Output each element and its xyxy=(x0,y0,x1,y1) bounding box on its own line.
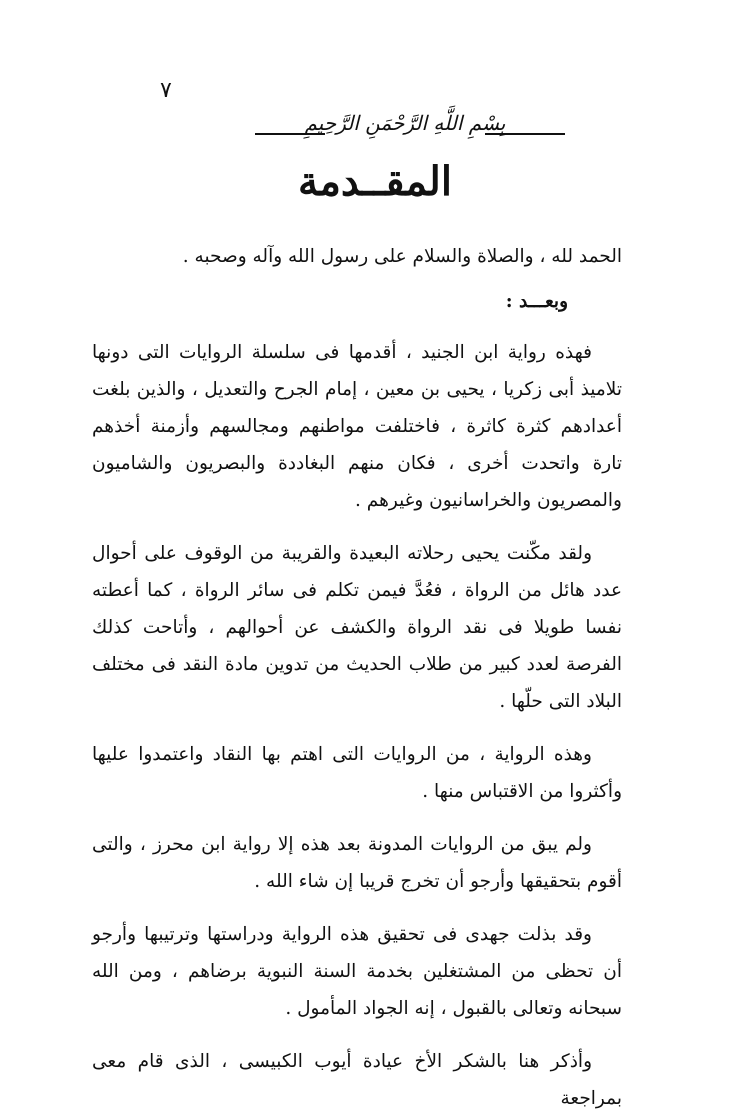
basmala-header xyxy=(225,105,585,149)
body-text xyxy=(92,238,622,1117)
paragraph-4: ولم يبق من الروايات المدونة بعد هذه إلا رواية ابن محرز ، والتى أقوم بتحقيقها وأرجو أن تخرج قريبا إن شاء الله . xyxy=(92,834,622,892)
wabad-heading: وبعـــد : xyxy=(505,291,568,312)
page-number: ٧ xyxy=(160,78,172,103)
paragraph-5: وقد بذلت جهدى فى تحقيق هذه الرواية ودراستها وترتيبها وأرجو أن تحظى من المشتغلين بخدمة السنة النبوية برضاهم ، ومن الله سبحانه وتعالى بالقبول ، إنه الجواد المأمول . xyxy=(92,924,622,1019)
chapter-title: المقــدمة xyxy=(298,158,452,205)
basmala-text: بِسْمِ اللَّهِ الرَّحْمَنِ الرَّحِيمِ xyxy=(304,111,506,135)
paragraph-2: ولقد مكّنت يحيى رحلاته البعيدة والقريبة من الوقوف على أحوال عدد هائل من الرواة ، فعُدَّ فيمن تكلم فى سائر الرواة ، كما أعطته نفسا طويلا فى نقد الرواة والكشف عن أحوالهم ، وأتاحت كذلك الفرصة لعدد كبير من طلاب الحديث من تدوين مادة النقد فى مختلف البلاد التى حلّها . xyxy=(92,543,622,712)
salutation-line: الحمد لله ، والصلاة والسلام على رسول الله وآله وصحبه . xyxy=(182,246,622,267)
paragraph-1: فهذه رواية ابن الجنيد ، أقدمها فى سلسلة الروايات التى دونها تلاميذ أبى زكريا ، يحيى بن معين ، إمام الجرح والتعديل ، والذين بلغت أعدادهم كثرة كاثرة ، فاختلفت مواطنهم ومجالسهم وأزمنة أخذهم تارة واتحدت أخرى ، فكان منهم البغاددة والبصريون والشاميون والمصريون والخراسانيون وغيرهم . xyxy=(92,342,622,511)
paragraph-6: وأذكر هنا بالشكر الأخ عيادة أيوب الكبيسى ، الذى قام معى بمراجعة xyxy=(92,1051,622,1109)
paragraph-3: وهذه الرواية ، من الروايات التى اهتم بها النقاد واعتمدوا عليها وأكثروا من الاقتباس منها . xyxy=(92,744,622,802)
